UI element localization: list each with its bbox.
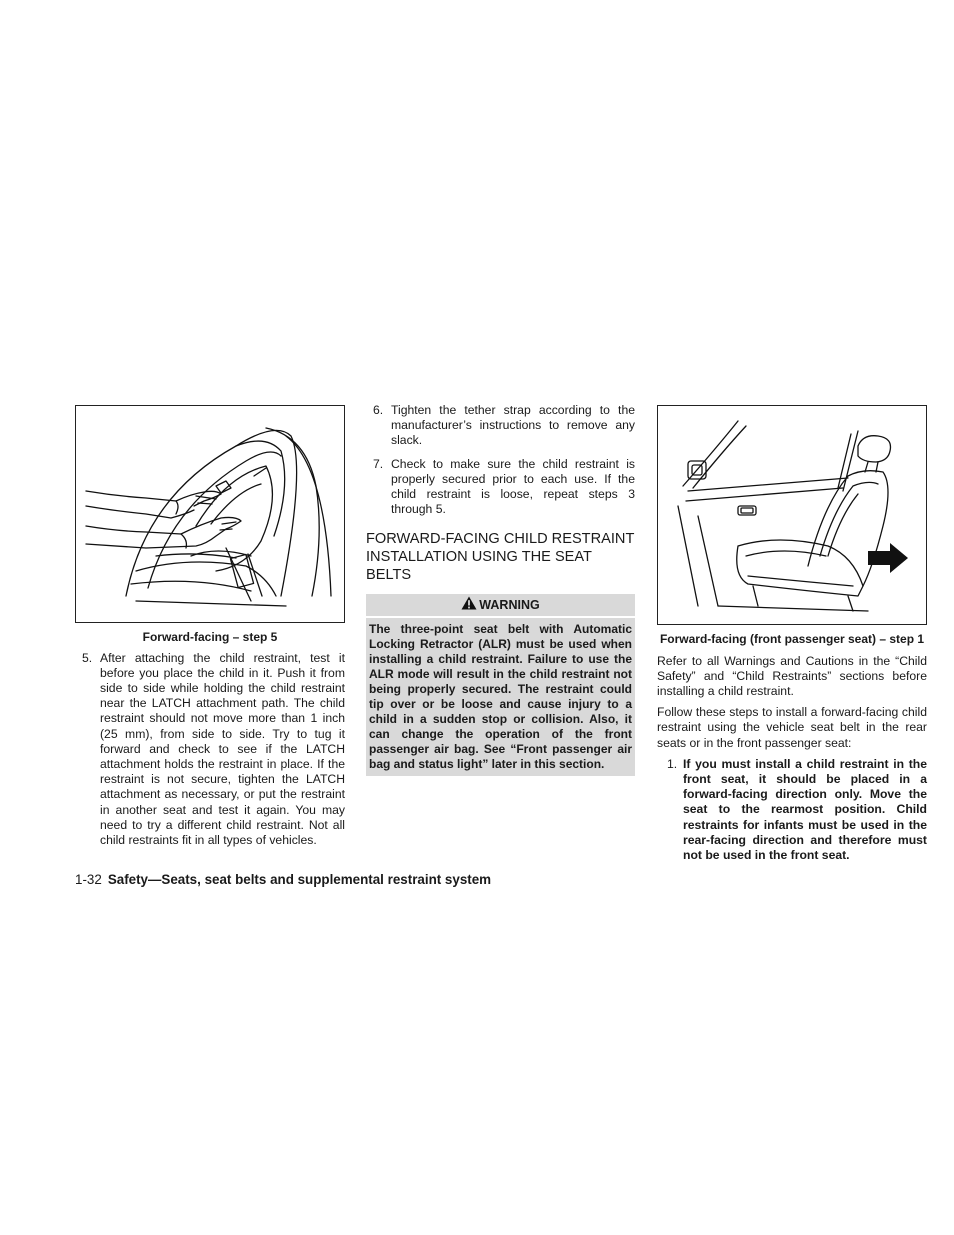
paragraph: Refer to all Warnings and Cautions in the “Child Safety” and “Child Restraints” sections before installing a child restraint. xyxy=(657,653,927,698)
page-footer xyxy=(75,872,491,887)
step-text: Check to make sure the child restraint is properly secured prior to each use. If the child restraint is loose, repeat steps 3 through 5. xyxy=(391,456,635,517)
paragraph: Follow these steps to install a forward-facing child restraint using the vehicle seat belt in the rear seats or in the front passenger seat: xyxy=(657,705,927,750)
step-number: 1. xyxy=(667,756,678,771)
page-number: 1-32 xyxy=(75,872,102,887)
figure-caption: Forward-facing – step 5 xyxy=(142,630,278,644)
middle-column xyxy=(366,403,635,776)
illustration-hands-testing-child-restraint xyxy=(76,406,344,622)
warning-box xyxy=(366,594,635,776)
list-item xyxy=(366,403,635,449)
illustration-front-passenger-seat xyxy=(658,406,926,624)
section-heading: FORWARD-FACING CHILD RESTRAINT INSTALLATION USING THE SEAT BELTS xyxy=(366,531,635,584)
step-text: If you must install a child restraint in the front seat, it should be placed in a forward-facing direction only. Move the seat to the rearmost position. Child restraints for infants must be used in the rear-facing direction and therefore must not be used in the front seat. xyxy=(683,756,927,862)
figure-front-passenger-seat-step-1 xyxy=(657,405,927,625)
figure-forward-facing-step-5 xyxy=(75,405,345,623)
section-title: Safety—Seats, seat belts and supplemental restraint system xyxy=(107,872,492,887)
warning-triangle-icon xyxy=(461,595,477,617)
list-item xyxy=(366,457,635,518)
step-number: 5. xyxy=(82,650,93,665)
step-number: 7. xyxy=(373,456,384,471)
warning-text: The three-point seat belt with Automatic Locking Retractor (ALR) must be used when installing a child restraint. Failure to use the ALR mode will result in the child restraint not being properly secured. The restraint could tip over or be loose and cause injury to a child in a sudden stop or collision. Also, it can change the operation of the front passenger air bag. See “Front passenger air bag and status light” later in this section. xyxy=(369,622,632,772)
intro-text xyxy=(657,654,927,751)
list-item xyxy=(657,757,927,863)
step-text: After attaching the child restraint, test it before you place the child in it. Push it from side to side while holding the child restraint near the LATCH attachment path. The child restraint should not move more than 1 inch (25 mm), from side to side. Try to tug it forward and check to see if the LATCH attachment holds the restraint in place. If the restraint is not secure, tighten the LATCH attachment as necessary, or put the restraint in another seat and test it again. You may need to try a different child restraint. Not all child restraints fit in all types of vehicles. xyxy=(100,650,345,847)
right-column xyxy=(657,405,927,863)
left-column xyxy=(75,405,345,848)
step-number: 6. xyxy=(373,403,384,417)
figure-caption: Forward-facing (front passenger seat) – step 1 xyxy=(659,632,925,646)
warning-header xyxy=(366,594,635,618)
warning-title: WARNING xyxy=(479,598,540,613)
step-text: Tighten the tether strap according to the manufacturer’s instructions to remove any slack. xyxy=(391,403,635,448)
list-item xyxy=(75,651,345,849)
